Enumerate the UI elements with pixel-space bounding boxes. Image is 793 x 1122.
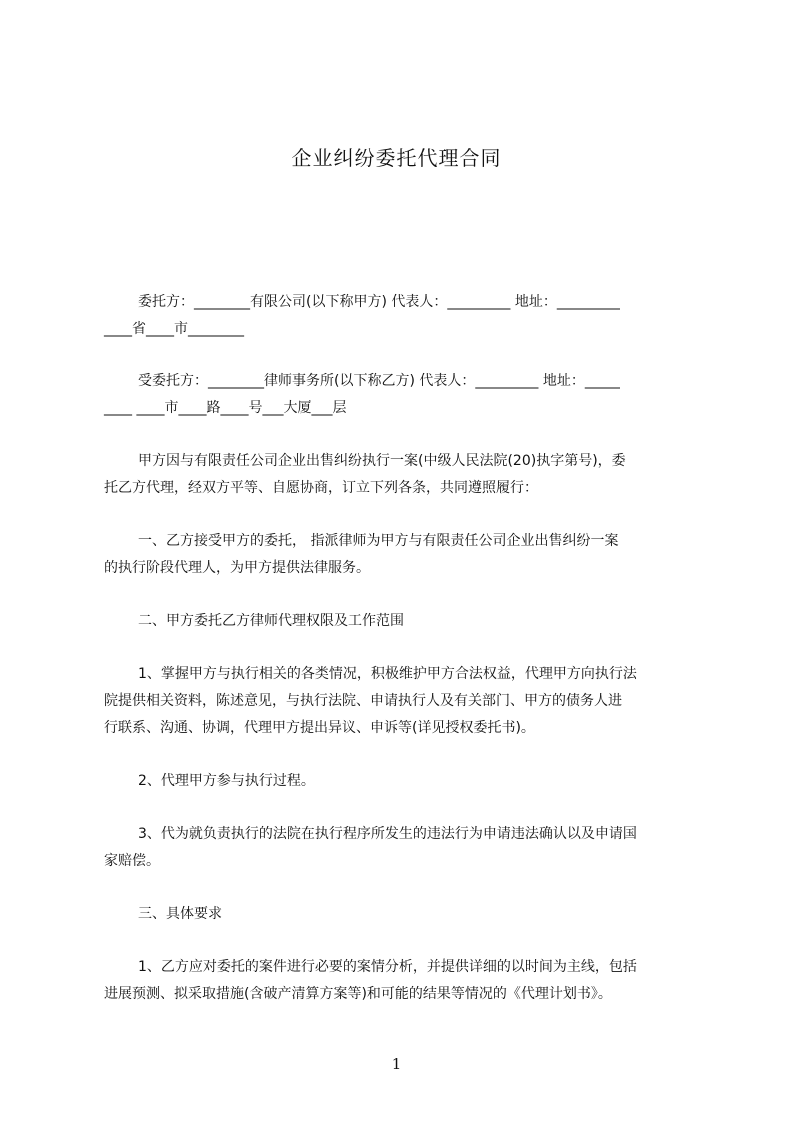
section-heading: 三、具体要求 bbox=[138, 906, 222, 922]
document-title: 企业纠纷委托代理合同 bbox=[291, 146, 502, 170]
page-number: 1 bbox=[391, 1055, 402, 1073]
paragraph-line: ____ ____市____路____号___大厦___层 bbox=[104, 400, 347, 416]
paragraph-line: 家赔偿。 bbox=[104, 853, 160, 869]
paragraph-line: 甲方因与有限责任公司企业出售纠纷执行一案(中级人民法院(20)执字第号)，委 bbox=[138, 453, 626, 469]
paragraph-line: ____省____市________ bbox=[104, 321, 244, 337]
paragraph-line: 的执行阶段代理人，为甲方提供法律服务。 bbox=[104, 560, 370, 576]
paragraph-line: 委托方：________有限公司(以下称甲方) 代表人：_________ 地址：_________ bbox=[138, 294, 620, 310]
paragraph-line: 1、掌握甲方与执行相关的各类情况，积极维护甲方合法权益，代理甲方向执行法 bbox=[138, 666, 637, 682]
paragraph-line: 进展预测、拟采取措施(含破产清算方案等)和可能的结果等情况的《代理计划书》。 bbox=[104, 986, 612, 1002]
paragraph-line: 院提供相关资料，陈述意见，与执行法院、申请执行人及有关部门、甲方的债务人进 bbox=[104, 693, 622, 709]
section-heading: 二、甲方委托乙方律师代理权限及工作范围 bbox=[138, 613, 404, 629]
paragraph-line: 1、乙方应对委托的案件进行必要的案情分析，并提供详细的以时间为主线，包括 bbox=[138, 959, 637, 975]
paragraph-line: 行联系、沟通、协调，代理甲方提出异议、申诉等(详见授权委托书)。 bbox=[104, 720, 535, 736]
paragraph-line: 3、代为就负责执行的法院在执行程序所发生的违法行为申请违法确认以及申请国 bbox=[138, 826, 637, 842]
paragraph-line: 一、乙方接受甲方的委托， 指派律师为甲方与有限责任公司企业出售纠纷一案 bbox=[138, 533, 619, 549]
paragraph-line: 托乙方代理，经双方平等、自愿协商，订立下列各条，共同遵照履行： bbox=[104, 480, 538, 496]
paragraph-line: 2、代理甲方参与执行过程。 bbox=[138, 773, 315, 789]
paragraph-line: 受委托方：________律师事务所(以下称乙方) 代表人：_________ 地址：_____ bbox=[138, 373, 620, 389]
